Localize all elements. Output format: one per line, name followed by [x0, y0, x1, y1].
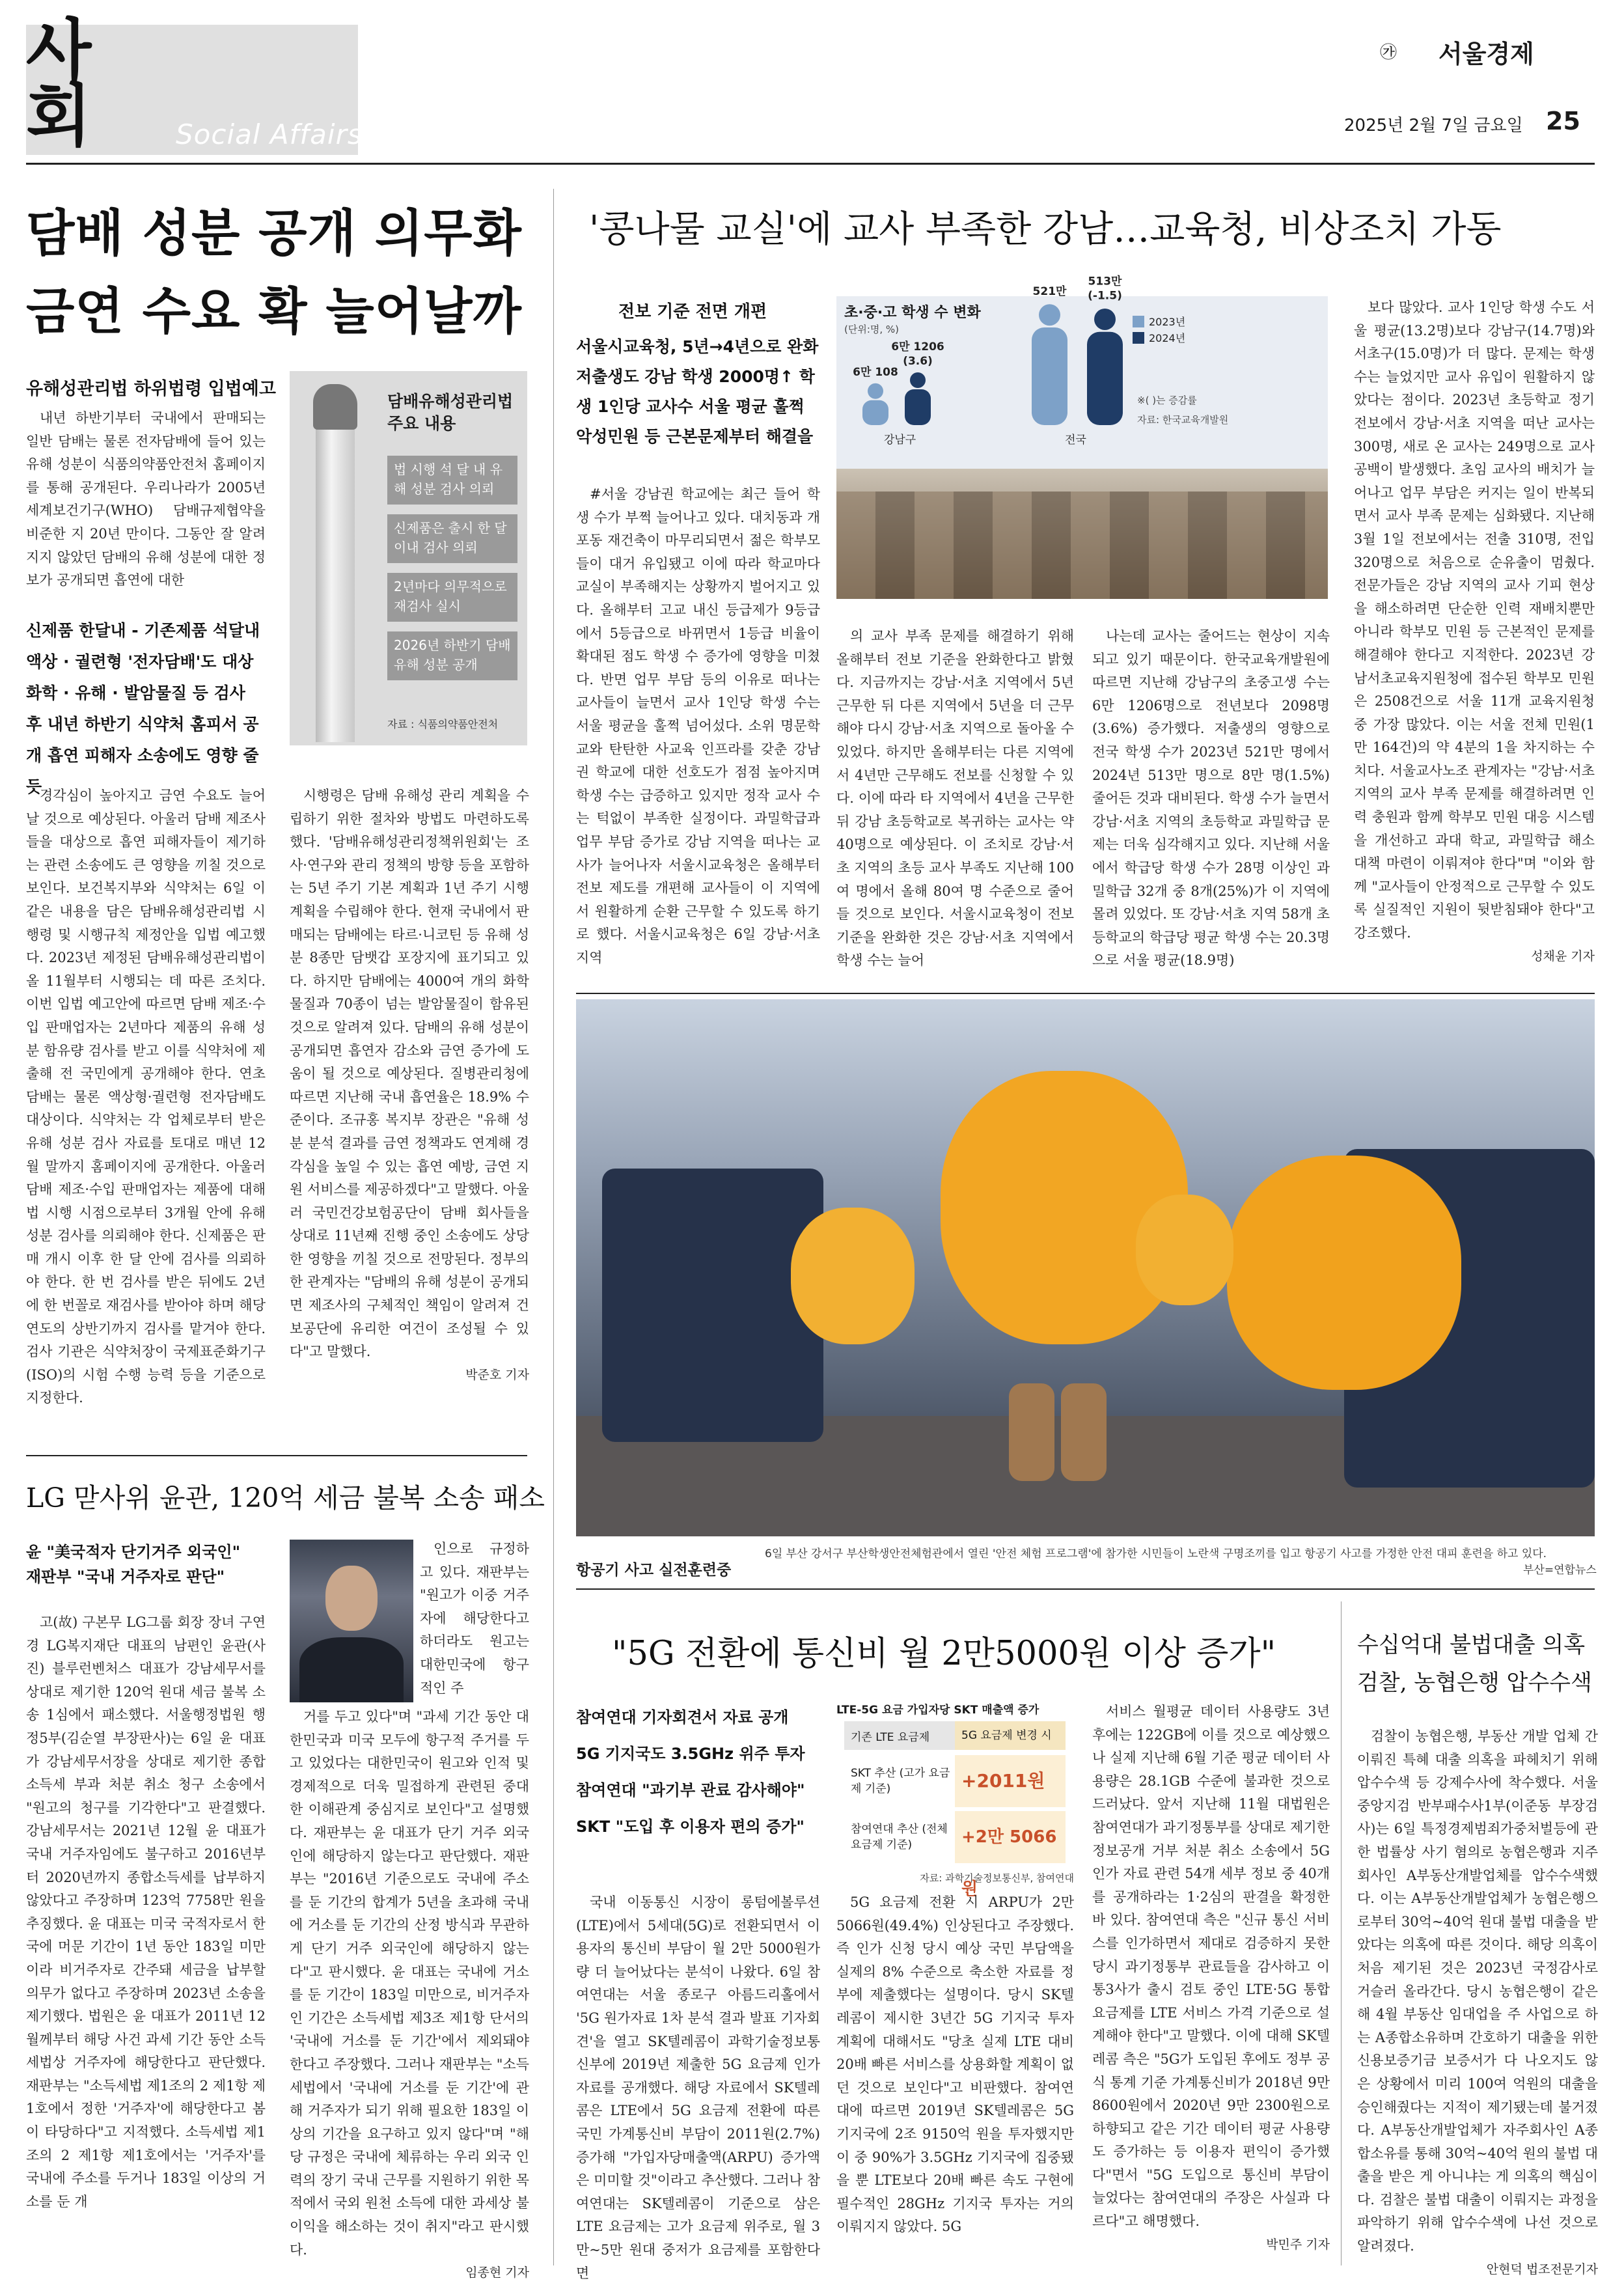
- airplane-credit: 부산=연합뉴스: [1523, 1564, 1597, 1577]
- chart-person-head: [910, 372, 926, 388]
- tobacco-headline: 담배 성분 공개 의무화 금연 수요 확 늘어날까: [26, 205, 522, 341]
- nh-byline: 안현덕 법조전문기자: [1486, 2262, 1598, 2277]
- lg-byline: 임종현 기자: [465, 2265, 529, 2280]
- chart-category-label: 전국: [1065, 434, 1086, 447]
- section-title-en: Social Affairs: [176, 118, 363, 150]
- chart-data-label: (-1.5): [1088, 289, 1122, 303]
- gangnam-subhead: 전보 기준 전면 개편: [618, 302, 767, 322]
- fiveg-table-source: 자료: 과학기술정보통신부, 참여연대: [920, 1872, 1074, 1884]
- fiveg-sub-2: 5G 기지국도 3.5GHz 위주 투자: [576, 1745, 805, 1763]
- header-divider: [26, 163, 1595, 165]
- gangnam-summary: 서울시교육청, 5년→4년으로 완화 저출생도 강남 학생 2000명↑ 학생 1인당 교사수 서울 평균 훌쩍 악성민원 등 근본문제부터 해결을: [576, 337, 819, 446]
- chart-data-label: 513만: [1088, 275, 1122, 288]
- section-title: 사회: [26, 11, 92, 156]
- photo-bottom-rule: [576, 1588, 1595, 1590]
- portrait-face: [325, 1566, 378, 1631]
- chart-bar: [1087, 332, 1123, 425]
- cigarette-ash-icon: [313, 384, 357, 430]
- left-col-divider: [553, 189, 554, 2265]
- gangnam-col-1: #서울 강남권 학교에는 최근 들어 학생 수가 부쩍 늘어나고 있다. 대치동과 개포동 재건축이 마무리되면서 젊은 학부모들이 대거 유입됐고 이에 따라 학교마다 교실이 부족해지는 상황까지 벌어지고 있다. 올해부터 고교 내신 등급제가 9등급에서 5등급으로 바뀌면서 1등급 비율이 확대된 점도 학생 수 증가에 영향을 미쳤다. 반면 업무 부담 등의 이유로 떠나는 교사들이 늘면서 교사 1인당 학생 수는 서울 평균을 훌쩍 넘어섰다. 소위 명문학교와 탄탄한 사교육 인프라를 갖춘 강남권 학교에 대한 선호도가 점점 높아지며 학생 수는 급증하고 있지만 정작 교사 수는 턱없이 부족한 실정이다. 과밀학급과 업무 부담 증가로 강남 지역을 떠나는 교사가 늘어나자 서울시교육청은 올해부터 전보 제도를 개편해 교사들이 이 지역에서 원활하게 순환 근무할 수 있도록 하기로 했다. 서울시교육청은 6일 강남·서초 지역: [576, 486, 820, 965]
- chart-title: 초·중·고 학생 수 변화: [844, 305, 981, 321]
- fiveg-col-2: 5G 요금제 전환 시 ARPU가 2만 5066원(49.4%) 인상된다고 주장했다. 즉 인가 신청 당시 예상 국민 부담액을 실제의 8% 수준으로 축소한 자료를 정부에 제출했다는 설명이다. 당시 SK텔레콤이 제시한 3년간 5G 기지국 투자 계획에 대해서도 "당초 실제 LTE 대비 20배 빠른 서비스를 상용화할 계획이 없던 것으로 보인다"고 비판했다. 참여연대에 따르면 2019년 SK텔레콤은 5G 기지국에 2조 9150억 원을 투자했지만 이 중 90%가 3.5GHz 기지국에 집중됐을 뿐 LTE보다 20배 빠른 속도 구현에 필수적인 28GHz 기지국 투자는 거의 이뤄지지 않았다. 5G: [836, 1894, 1074, 2235]
- chart-person-head: [868, 383, 883, 399]
- seat-row: [602, 1169, 823, 1442]
- portrait-suit: [299, 1637, 404, 1702]
- infobox-item-4: 2026년 하반기 담배 유해 성분 공개: [387, 631, 517, 680]
- nh-headline: 수십억대 불법대출 의혹 검찰, 농협은행 압수수색: [1357, 1632, 1592, 1696]
- airplane-caption-title: 항공기 사고 실전훈련중: [576, 1562, 732, 1579]
- fiveg-col-1: 국내 이동통신 시장이 롱텀에볼루션(LTE)에서 5세대(5G)로 전환되면서 이용자의 통신비 부담이 월 2만 5000원가량 더 늘어났다는 분석이 나왔다. 6일 참여연대는 서울 종로구 아름드리홀에서 '5G 원가자료 1차 분석 결과 발표 기자회견'을 열고 SK텔레콤이 과학기술정보통신부에 2019년 제출한 5G 요금제 인가 자료를 공개했다. 해당 자료에서 SK텔레콤은 LTE에서 5G 요금제 전환에 따른 국민 가계통신비 부담이 2011원(2.7%) 증가해 "가입자당매출액(ARPU) 증가액은 미미할 것"이라고 추산했다. 그러나 참여연대는 SK텔레콤이 기준으로 삼은 LTE 요금제는 고가 요금제 위주로, 월 3만~5만 원대 중저가 요금제를 포함한다면: [576, 1894, 820, 2281]
- issue-date: 2025년 2월 7일 금요일: [1344, 116, 1523, 135]
- tobacco-summary: 신제품 한달내 - 기존제품 석달내 액상 · 궐련형 '전자담배'도 대상 화학 · 유해 · 발암물질 등 검사 후 내년 하반기 식약처 홈피서 공개 흡연 피해자 소송에도 영향 줄듯: [26, 621, 260, 796]
- right-col-divider: [1341, 1601, 1342, 2265]
- boot: [1009, 1383, 1054, 1481]
- chart-bar: [905, 389, 931, 425]
- tobacco-lead: 내년 하반기부터 국내에서 판매되는 일반 담배는 물론 전자담배에 들어 있는 유해 성분이 식품의약품안전처 홈페이지를 통해 공개된다. 우리나라가 2005년 세계보건기구(WHO) 담배규제협약을 비준한 지 20년 만이다. 그동안 잘 알려지지 않았던 담배의 유해 성분에 대한 정보가 공개되면 흡연에 대한: [26, 410, 266, 589]
- fiveg-table-row: SKT 추산 (고가 요금제 기준) +2011원: [844, 1755, 1066, 1807]
- lg-portrait-photo: [290, 1540, 413, 1702]
- infobox-item-3: 2년마다 의무적으로 재검사 실시: [387, 573, 517, 622]
- legend-2024-swatch: [1133, 332, 1144, 344]
- fiveg-table-head: 기존 LTE 요금제 5G 요금제 변경 시: [844, 1721, 1066, 1750]
- legend-2024: 2024년: [1149, 332, 1186, 344]
- fiveg-table: [836, 1700, 1074, 1899]
- infobox-item-2: 신제품은 출시 한 달 이내 검사 의뢰: [387, 514, 517, 563]
- life-vest: [1227, 1156, 1461, 1390]
- chart-note: ※( )는 증감률: [1137, 395, 1197, 406]
- chart-bar: [1032, 327, 1067, 425]
- tobacco-byline: 박준호 기자: [465, 1367, 529, 1382]
- chart-category-label: 강남구: [883, 434, 916, 447]
- chart-data-label: 521만: [1032, 285, 1067, 298]
- infobox-item-1: 법 시행 석 달 내 유해 성분 검사 의뢰: [387, 456, 517, 505]
- lg-subhead: 윤 "美국적자 단기거주 외국인" 재판부 "국내 거주자로 판단": [26, 1543, 241, 1586]
- cigarette-icon: [316, 410, 355, 742]
- airplane-drill-photo: [576, 999, 1595, 1536]
- legend-2023-swatch: [1133, 316, 1144, 327]
- infobox-source: 자료 : 식품의약품안전처: [387, 718, 499, 730]
- fiveg-col-3: 서비스 월평균 데이터 사용량도 3년 후에는 122GB에 이를 것으로 예상했으나 실제 지난해 6월 기준 평균 데이터 사용량은 28.1GB 수준에 불과한 것으로 드러났다. 앞서 지난해 11월 대법원은 참여연대가 과기정통부를 상대로 제기한 정보공개 거부 처분 취소 소송에서 5G 인가 자료 관련 54개 세부 정보 중 40개를 공개하라는 1·2심의 판결을 확정한 바 있다. 참여연대 측은 "신규 통신 서비스를 인가하면서 제대로 검증하지 못한 당시 과기정통부 관료들을 감사하고 이통3사가 출시 검토 중인 LTE·5G 통합 요금제를 LTE 서비스 가격 기준으로 설계해야 한다"고 말했다. 이에 대해 SK텔레콤 측은 "5G가 도입된 후에도 정부 공식 통계 기준 가계통신비가 2018년 9만 8600원에서 2020년 9만 2300원으로 하향되고 같은 기간 데이터 평균 사용량도 증가하는 등 이용자 편익이 증가했다"면서 "5G 도입으로 통신비 부담이 늘었다는 참여연대의 주장은 사실과 다르다"고 해명했다. 박민주 기자: [1092, 1700, 1330, 2265]
- paper-logo-icon: ㉮: [1380, 43, 1397, 62]
- airplane-caption: 6일 부산 강서구 부산학생안전체험관에서 열린 '안전 체험 프로그램'에 참가한 시민들이 노란색 구명조끼를 입고 항공기 사고를 가정한 안전 대피 훈련을 하고 있다.: [765, 1547, 1547, 1560]
- page-number: 25: [1546, 107, 1580, 135]
- chart-data-label: 6만 1206: [891, 340, 944, 353]
- chart-unit: (단위:명, %): [844, 324, 900, 335]
- gangnam-bottom-rule: [576, 993, 1595, 994]
- gangnam-col-3: 나는데 교사는 줄어드는 현상이 지속되고 있기 때문이다. 한국교육개발원에 따르면 지난해 강남구의 초중고생 수는 6만 1206명으로 전년보다 2098명(3.6%) 증가했다. 저출생의 영향으로 전국 학생 수가 2023년 521만 명에서 2024년 513만 명으로 8만 명(1.5%) 줄어든 것과 대비된다. 학생 수가 늘면서 강남·서초 지역의 초등학교 과밀학급 문제는 더욱 심각해지고 있다. 지난해 서울에서 학급당 학생 수가 28명 이상인 과밀학급 32개 중 8개(25%)가 이 지역에 몰려 있었다. 또 강남·서초 지역 58개 초등학교의 학급당 평균 학생 수는 20.3명으로 서울 평균(18.9명): [1092, 628, 1330, 969]
- life-vest: [791, 1208, 915, 1344]
- chart-bar: [862, 400, 888, 425]
- boot: [1061, 1383, 1107, 1481]
- gangnam-byline: 성채윤 기자: [1531, 949, 1595, 963]
- chart-person-head: [1039, 304, 1060, 325]
- classroom-desks: [836, 492, 1328, 599]
- infobox-title: 담배유해성관리법 주요 내용: [387, 392, 514, 433]
- fiveg-headline: "5G 전환에 통신비 월 2만5000원 이상 증가": [612, 1635, 1276, 1673]
- paper-name: 서울경제: [1438, 40, 1534, 68]
- gangnam-col-2: 의 교사 부족 문제를 해결하기 위해 올해부터 전보 기준을 완화한다고 밝혔다. 지금까지는 강남·서초 지역에서 5년 근무한 뒤 다른 지역에서 5년을 더 근무해야 다시 강남·서초 지역으로 돌아올 수 있었다. 하지만 올해부터는 다른 지역에서 4년만 근무해도 전보를 신청할 수 있다. 이에 따라 타 지역에서 4년을 근무한 뒤 강남 초등학교로 복귀하는 교사는 약 40명으로 예상된다. 이 조치로 강남·서초 지역의 초등 교사 부족도 지난해 100여 명에서 올해 80여 명 수준으로 줄어들 것으로 보인다. 서울시교육청이 전보 기준을 완화한 것은 강남·서초 지역에서 학생 수는 늘어: [836, 628, 1074, 969]
- lg-narrow-col: 인으로 규정하고 있다. 재판부는 "원고가 이중 거주자에 해당한다고 하더라도 원고는 대한민국에 항구적인 주: [420, 1541, 529, 1696]
- gangnam-col-4: 보다 많았다. 교사 1인당 학생 수도 서울 평균(13.2명)보다 강남구(14.7명)와 서초구(15.0명)가 더 많다. 문제는 학생 수는 늘었지만 교사 유입이 원활하지 않았다는 점이다. 2023년 초등학교 정기 전보에서 강남·서초 지역을 떠난 교사는 300명, 새로 온 교사는 249명으로 교사 공백이 발생했다. 초임 교사의 배치가 늘어나고 업무 부담은 커지는 일이 반복되면서 교사 부족 문제는 심화됐다. 지난해 3월 1일 전보에서는 전출 310명, 전입 320명으로 처음으로 순유출이 멈췄다. 전문가들은 강남 지역의 교사 기피 현상을 해소하려면 단순한 인력 재배치뿐만 아니라 학부모 민원 등 근본적인 문제를 해결해야 한다고 지적한다. 2023년 강남서초교육지원청에 접수된 학부모 민원은 2508건으로 서울 11개 교육지원청 중 가장 많았다. 이는 서울 전체 민원(1만 164건)의 약 4분의 1을 차지하는 수치다. 서울교사노조 관계자는 "강남·서초 지역의 교사 부족 문제를 해결하려면 인력 충원과 함께 학부모 민원 대응 시스템을 개선하고 과대 학교, 과밀학급 해소 대책 마련이 이뤄져야 한다"며 "이와 함께 "교사들이 안정적으로 근무할 수 있도록 실질적인 지원이 뒷받침돼야 한다"고 강조했다. 성채윤 기자: [1354, 296, 1595, 986]
- legend-2023: 2023년: [1149, 316, 1186, 328]
- lg-col-2: 거를 두고 있다"며 "과세 기간 동안 대한민국과 미국 모두에 항구적 주거를 두고 있었다는 대한민국이 원고와 인적 및 경제적으로 더욱 밀접하게 관련된 중대한 이해관계 중심지로 보인다"고 설명했다. 재판부는 윤 대표가 단기 거주 외국인에 해당하지 않는다고 판단했다. 재판부는 "2016년 기준으로도 국내에 주소를 둔 기간의 합계가 5년을 초과해 국내에 거소를 둔 기간의 산정 방식과 무관하게 단기 거주 외국인에 해당하지 않는다"고 판시했다. 윤 대표는 국내에 거소를 둔 기간이 183일 미만으로, 비거주자인 기간은 소득세법 제3조 제1항 단서의 '국내에 거소를 둔 기간'에서 제외돼야 한다고 주장했다. 그러나 재판부는 "소득세법에서 '국내에 거소를 둔 기간'에 관해 거주자가 되기 위해 필요한 183일 이상의 기간을 요구하고 있지 않다"며 "해당 규정은 국내에 체류하는 우리 외국 인력의 장기 국내 근무를 지원하기 위한 목적에서 국외 원천 소득에 대한 과세상 불이익을 해소하는 것이 취지"라고 판시했다. 임종현 기자: [290, 1706, 529, 2265]
- gangnam-headline: '콩나물 교실'에 교사 부족한 강남…교육청, 비상조치 가동: [589, 208, 1502, 251]
- life-vest: [1136, 1195, 1233, 1305]
- chart-data-label: 6만 108: [853, 365, 898, 379]
- chart-source: 자료: 한국교육개발원: [1137, 414, 1229, 426]
- nh-body: 검찰이 농협은행, 부동산 개발 업체 간 이뤄진 특혜 대출 의혹을 파헤치기 위해 압수수색 등 강제수사에 착수했다. 서울중앙지검 반부패수사1부(이준동 부장검사)는 6일 특정경제범죄가중처벌등에 관한 법률상 사기 혐의로 농협은행과 지주 회사인 A부동산개발업체를 압수수색했다. 이는 A부동산개발업체가 농협은행으로부터 30억~40억 원대 불법 대출을 받았다는 의혹에 따른 것이다. 해당 의혹이 처음 제기된 것은 2023년 국정감사로 거슬러 올라간다. 당시 농협은행이 같은 해 4월 부동산 임대업을 주 사업으로 하는 A종합소유하며 간호하기 대출을 위한 신용보증기금 보증서가 다 나오지도 않은 상황에서 미리 100여 억원의 대출을 승인해줬다는 지적이 제기됐는데 불거졌다. A부동산개발업체가 자주회사인 A종합소유를 통해 30억~40억 원의 불법 대출을 받은 게 아니냐는 게 의혹의 핵심이다. 검찰은 불법 대출이 이뤄지는 과정을 파악하기 위해 압수수색에 나선 것으로 알려졌다. 안현덕 법조전문기자: [1357, 1725, 1598, 2265]
- fiveg-table-row: 참여연대 추산 (전체 요금제 기준) +2만 5066원: [844, 1811, 1066, 1863]
- chart-person-head: [1094, 309, 1116, 330]
- tobacco-col-2: 시행령은 담배 유해성 관리 계획을 수립하기 위한 절차와 방법도 마련하도록 했다. '담배유해성관리정책위원회'는 조사·연구와 관리 정책의 방향 등을 포함하는 5년 주기 기본 계획과 1년 주기 시행 계획을 수립해야 한다. 현재 국내에서 판매되는 담배에는 타르·니코틴 등 유해 성분 8종만 담뱃갑 포장지에 표기되고 있다. 하지만 담배에는 4000여 개의 화학물질과 70종이 넘는 발암물질이 함유된 것으로 알려져 있다. 담배의 유해 성분이 공개되면 흡연자 감소와 금연 증가에 도움이 될 것으로 예상된다. 질병관리청에 따르면 지난해 국내 흡연율은 18.9% 수준이다. 조규홍 복지부 장관은 "유해 성분 분석 결과를 금연 정책과도 연계해 경각심을 높일 수 있는 흡연 예방, 금연 지원 서비스를 제공하겠다"고 말했다. 아울러 국민건강보험공단이 담배 회사들을 상대로 11년째 진행 중인 소송에도 상당한 영향을 끼칠 것으로 전망된다. 정부의 한 관계자는 "담배의 유해 성분이 공개되면 제조사의 구체적인 책임이 알려져 건보공단에 유리한 여건이 조성될 수 있다"고 말했다. 박준호 기자: [290, 784, 529, 1448]
- lg-col-1: 고(故) 구본무 LG그룹 회장 장녀 구연경 LG복지재단 대표의 남편인 윤관(사진) 블루런벤처스 대표가 강남세무서를 상대로 제기한 120억 원대 세금 불복 소송 1심에서 패소했다. 서울행정법원 행정5부(김순열 부장판사)는 6일 윤 대표가 강남세무서장을 상대로 제기한 종합소득세 부과 처분 취소 청구 소송에서 "원고의 청구를 기각한다"고 판결했다. 강남세무서는 2021년 12월 윤 대표가 국내 거주자임에도 불구하고 2016년부터 2020년까지 종합소득세를 납부하지 않았다고 주장하며 123억 7758만 원을 추징했다. 윤 대표는 미국 국적자로서 한국에 머문 기간이 1년 동안 183일 미만이라 비거주자로 간주돼 세금을 납부할 의무가 없다고 주장하며 2023년 소송을 제기했다. 법원은 윤 대표가 2011년 12월께부터 해당 사건 과세 기간 동안 소득세법상 거주자에 해당한다고 판단했다. 재판부는 "소득세법 제1조의 2 제1항 제1호에서 정한 '거주자'에 해당한다고 봄이 타당하다"고 지적했다. 소득세법 제1조의 2 제1항 제1호에서는 '거주자'를 국내에 주소를 두거나 183일 이상의 거소를 둔 개: [26, 1614, 266, 2209]
- student-chart: [836, 275, 1328, 469]
- fiveg-sub-4: SKT "도입 후 이용자 편의 증가": [576, 1818, 805, 1836]
- fiveg-byline: 박민주 기자: [1266, 2237, 1330, 2252]
- fiveg-sub-3: 참여연대 "과기부 관료 감사해야": [576, 1781, 805, 1799]
- lg-headline: LG 맏사위 윤관, 120억 세금 불복 소송 패소: [26, 1482, 545, 1514]
- fiveg-table-title: LTE-5G 요금 가입자당 SKT 매출액 증가: [836, 1704, 1039, 1717]
- tobacco-infobox: [290, 371, 527, 745]
- chart-data-label: (3.6): [903, 355, 933, 368]
- tobacco-bottom-rule: [26, 1455, 527, 1456]
- fiveg-sub-1: 참여연대 기자회견서 자료 공개: [576, 1708, 789, 1726]
- fiveg-subheads: [576, 1699, 820, 1845]
- tobacco-col-1: 경각심이 높아지고 금연 수요도 늘어날 것으로 예상된다. 아울러 담배 제조사들을 대상으로 흡연 피해자들이 제기하는 관련 소송에도 큰 영향을 끼칠 것으로 보인다. 보건복지부와 식약처는 6일 이 같은 내용을 담은 담배유해성관리법 시행령 및 시행규칙 제정안을 입법 예고했다. 2023년 제정된 담배유해성관리법이 올 11월부터 시행되는 데 따른 조치다. 이번 입법 예고안에 따르면 담배 제조·수입 판매업자는 2년마다 제품의 유해 성분 함유량 검사를 받고 이를 식약처에 제출해 전 국민에게 공개해야 한다. 연초 담배는 물론 액상형·궐련형 전자담배도 대상이다. 식약처는 각 업체로부터 받은 유해 성분 검사 자료를 토대로 매년 12월 말까지 홈페이지에 공개한다. 아울러 담배 제조·수입 판매업자는 제품에 대해 법 시행 시점으로부터 3개월 안에 유해 성분 검사를 의뢰해야 한다. 신제품은 판매 개시 이후 한 달 안에 검사를 의뢰하야 한다. 한 번 검사를 받은 뒤에도 2년에 한 번꼴로 재검사를 받아야 하며 해당 연도의 상반기까지 검사를 맡겨야 한다. 검사 기관은 식약처장이 국제표준화기구(ISO)의 시험 수행 능력 등을 기준으로 지정한다.: [26, 788, 266, 1406]
- tobacco-subhead: 유해성관리법 하위법령 입법예고: [26, 379, 276, 399]
